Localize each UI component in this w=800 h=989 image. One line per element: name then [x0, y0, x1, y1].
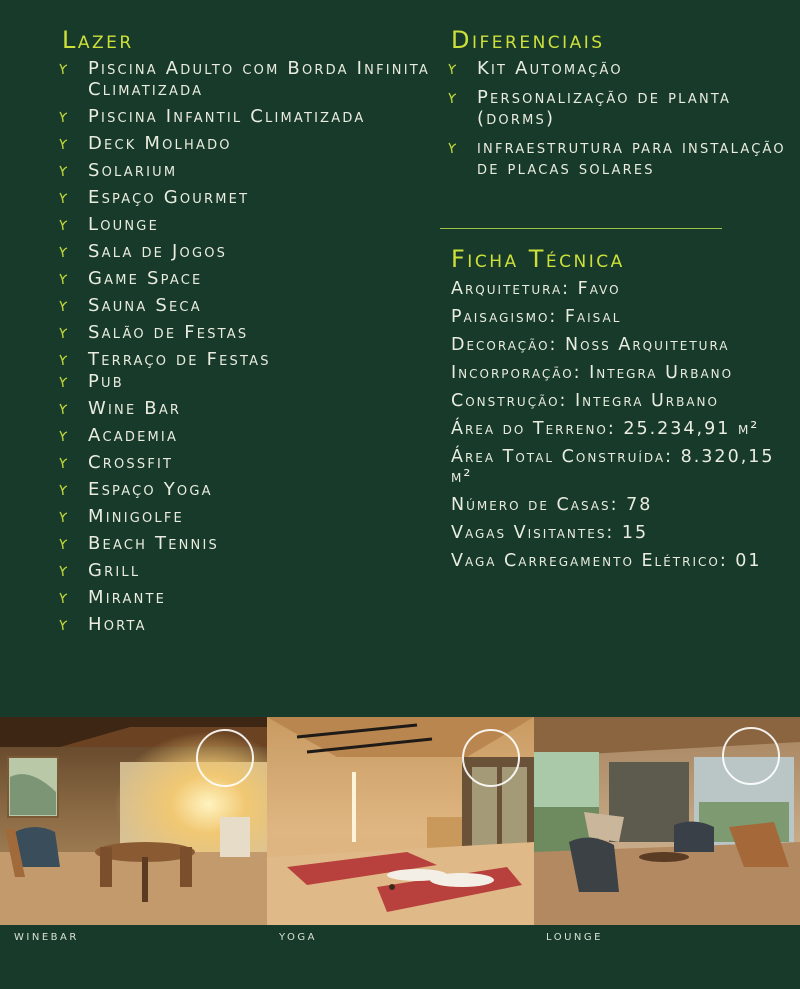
preliminary-image-stamp — [722, 727, 780, 785]
list-item: Piscina Infantil Climatizada — [62, 106, 432, 127]
ficha-title: Ficha Técnica — [451, 245, 625, 273]
list-item: Minigolfe — [62, 506, 432, 527]
preliminary-image-stamp — [462, 729, 520, 787]
leaf-bullet-icon — [58, 327, 68, 339]
ficha-row: Vagas Visitantes: 15 — [451, 523, 649, 543]
lazer-section — [62, 26, 432, 641]
leaf-bullet-icon — [58, 111, 68, 123]
list-item: Terraço de Festas — [62, 349, 432, 370]
ficha-row: Área do Terreno: 25.234,91 m² — [451, 419, 760, 439]
list-item: Sala de Jogos — [62, 241, 432, 262]
list-item: Piscina Adulto com Borda Infinita Climatizada — [62, 58, 432, 100]
list-item: Lounge — [62, 214, 432, 235]
lazer-title: Lazer — [62, 26, 134, 54]
diferenciais-title: Diferenciais — [451, 26, 605, 54]
leaf-bullet-icon — [58, 511, 68, 523]
leaf-bullet-icon — [58, 592, 68, 604]
leaf-bullet-icon — [58, 165, 68, 177]
list-item: Grill — [62, 560, 432, 581]
list-item: Beach Tennis — [62, 533, 432, 554]
list-item: Wine Bar — [62, 398, 432, 419]
leaf-bullet-icon — [58, 246, 68, 258]
leaf-bullet-icon — [58, 138, 68, 150]
ficha-tecnica-section — [451, 245, 796, 579]
list-item: Kit Automação — [451, 58, 791, 79]
list-item: Crossfit — [62, 452, 432, 473]
leaf-bullet-icon — [58, 403, 68, 415]
preliminary-image-stamp — [196, 729, 254, 787]
list-item: infraestrutura para instalação de placas solares — [451, 137, 791, 179]
ficha-row: Construção: Integra Urbano — [451, 391, 719, 411]
photo-caption-yoga: YOGA — [279, 932, 318, 943]
leaf-bullet-icon — [447, 142, 457, 154]
list-item: Horta — [62, 614, 432, 635]
leaf-bullet-icon — [58, 430, 68, 442]
diferenciais-section — [451, 26, 791, 187]
list-item: Espaço Yoga — [62, 479, 432, 500]
leaf-bullet-icon — [58, 376, 68, 388]
photo-caption-lounge: LOUNGE — [546, 932, 603, 943]
list-item: Personalização de planta (dorms) — [451, 87, 791, 129]
leaf-bullet-icon — [58, 354, 68, 366]
list-item: Pub — [62, 371, 432, 392]
list-item: Game Space — [62, 268, 432, 289]
leaf-bullet-icon — [58, 619, 68, 631]
list-item: Solarium — [62, 160, 432, 181]
section-divider — [440, 228, 722, 229]
ficha-row: Vaga Carregamento Elétrico: 01 — [451, 551, 762, 571]
list-item: Espaço Gourmet — [62, 187, 432, 208]
ficha-row: Número de Casas: 78 — [451, 495, 653, 515]
leaf-bullet-icon — [58, 63, 68, 75]
leaf-bullet-icon — [58, 300, 68, 312]
ficha-row: Área Total Construída: 8.320,15 m² — [451, 447, 775, 487]
ficha-row: Decoração: Noss Arquitetura — [451, 335, 730, 355]
list-item: Salão de Festas — [62, 322, 432, 343]
leaf-bullet-icon — [58, 538, 68, 550]
list-item: Mirante — [62, 587, 432, 608]
photo-caption-winebar: WINEBAR — [14, 932, 79, 943]
leaf-bullet-icon — [447, 92, 457, 104]
leaf-bullet-icon — [58, 192, 68, 204]
list-item: Sauna Seca — [62, 295, 432, 316]
ficha-row: Arquitetura: Favo — [451, 279, 621, 299]
leaf-bullet-icon — [58, 273, 68, 285]
ficha-row: Paisagismo: Faisal — [451, 307, 622, 327]
leaf-bullet-icon — [58, 484, 68, 496]
photo-strip — [0, 717, 800, 925]
leaf-bullet-icon — [447, 63, 457, 75]
ficha-row: Incorporação: Integra Urbano — [451, 363, 734, 383]
leaf-bullet-icon — [58, 457, 68, 469]
diferenciais-list — [451, 58, 791, 179]
leaf-bullet-icon — [58, 565, 68, 577]
list-item: Academia — [62, 425, 432, 446]
lazer-list — [62, 58, 432, 635]
leaf-bullet-icon — [58, 219, 68, 231]
list-item: Deck Molhado — [62, 133, 432, 154]
